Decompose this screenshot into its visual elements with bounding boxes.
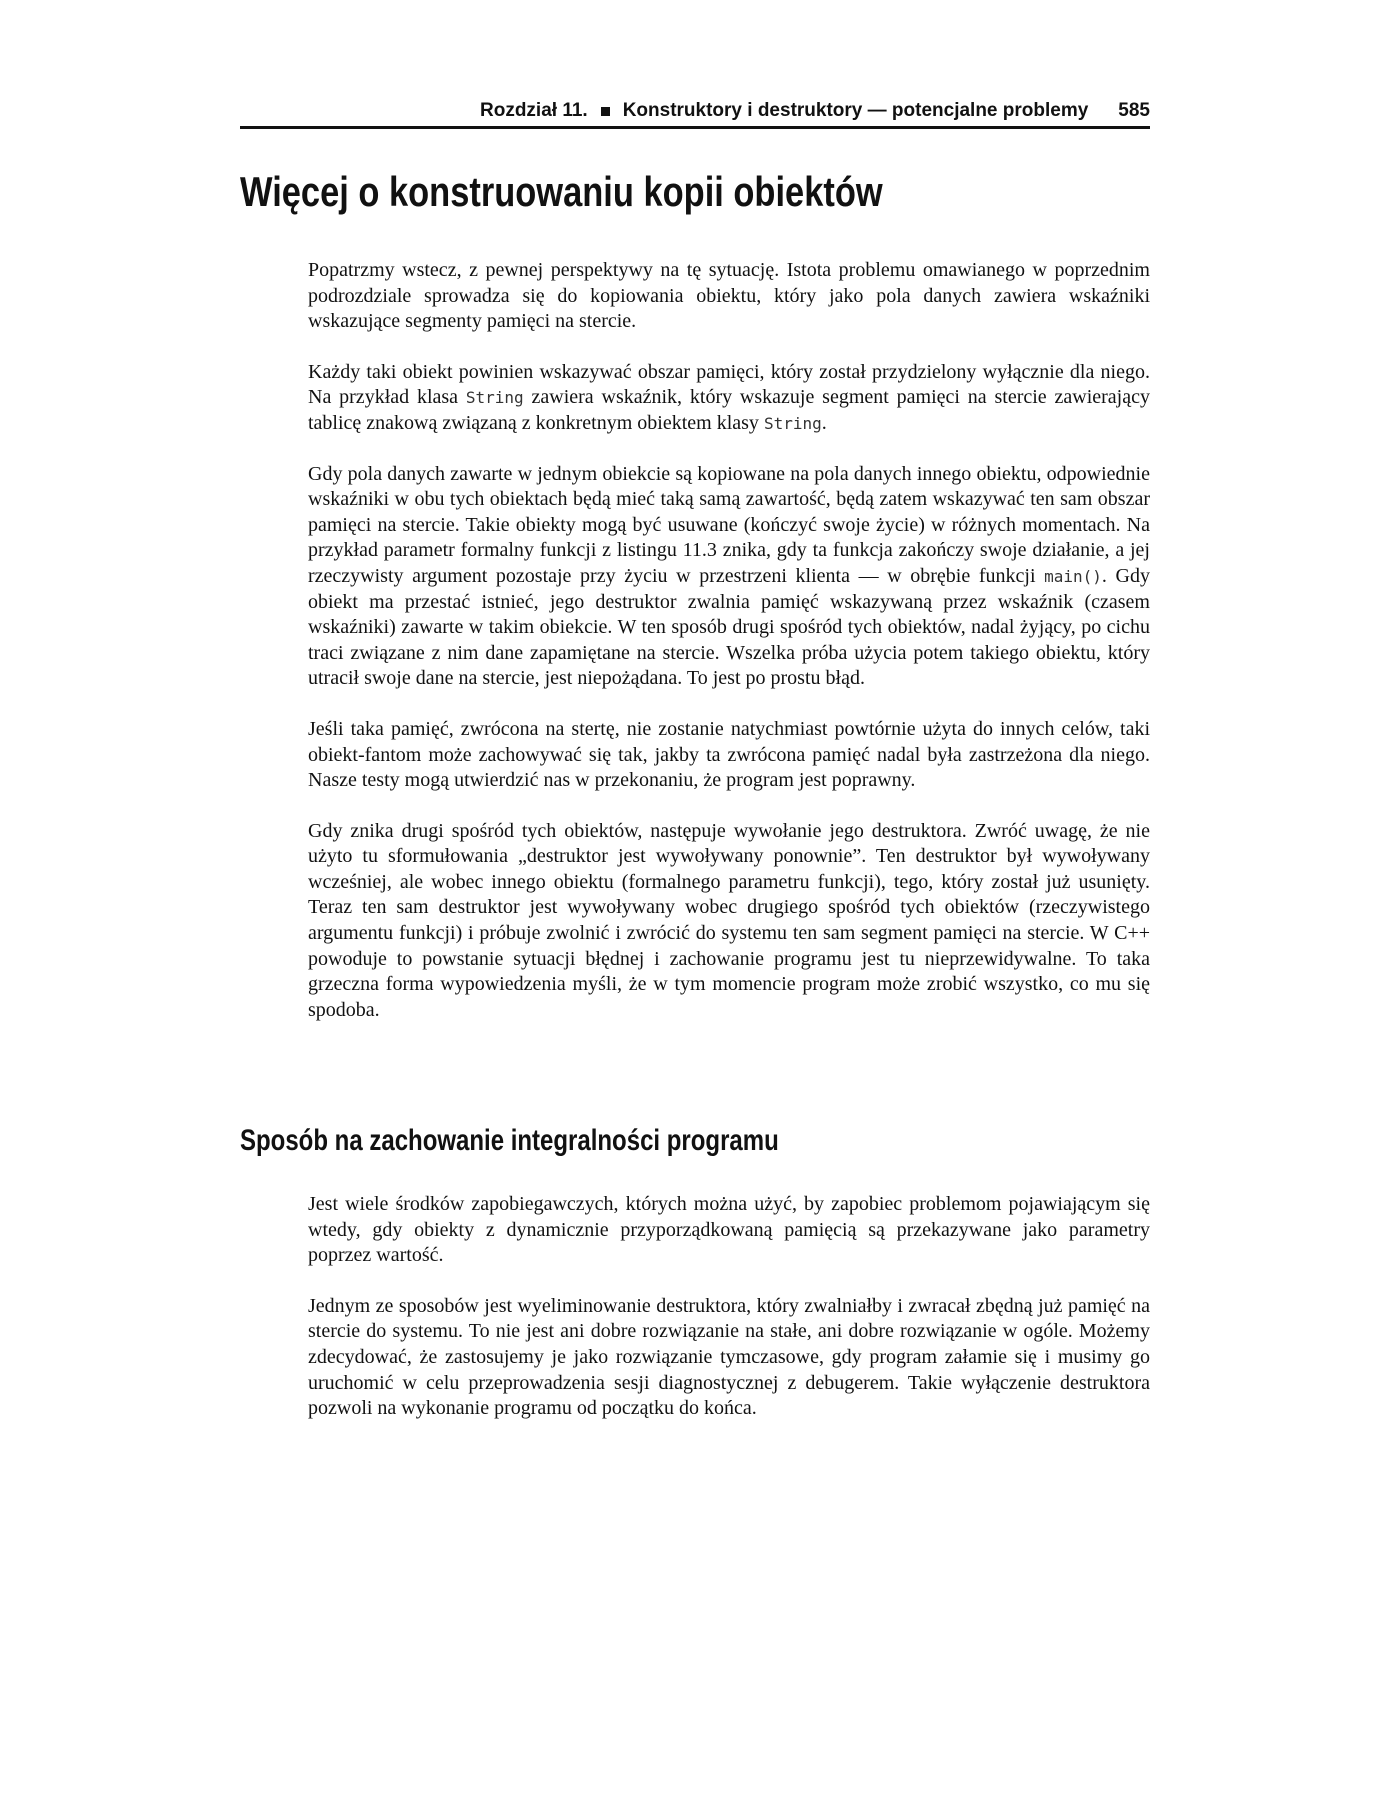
paragraph-4: Jeśli taka pamięć, zwrócona na stertę, nie zostanie natychmiast powtórnie użyta do innych celów, taki obiekt-fantom może zachowywać się tak, jakby ta zwrócona pamięć nadal była zastrzeżona dla niego. Nasze testy mogą utwierdzić nas w przekonaniu, że program jest poprawny. (308, 717, 1150, 792)
paragraph-6: Jest wiele środków zapobiegawczych, których można użyć, by zapobiec problemom pojawiającym się wtedy, gdy obiekty z dynamicznie przyporządkowaną pamięcią są przekazywane jako parametry poprzez wartość. (308, 1193, 1150, 1267)
code-main-function: main() (1044, 566, 1102, 586)
running-header (240, 96, 1150, 129)
section-heading: Sposób na zachowanie integralności programu (240, 1124, 779, 1157)
paragraph-2-text-b: zawiera wskaźnik, który wskazuje segment pamięci na stercie zawierający tablicę znakową związaną z konkretnym obiektem klasy (308, 386, 1150, 434)
header-chapter: Rozdział 11. (480, 100, 588, 121)
header-title: Konstruktory i destruktory — potencjalne problemy (622, 100, 1089, 121)
code-string-class-2: String (763, 413, 822, 433)
square-bullet-icon (601, 107, 610, 116)
paragraph-7: Jednym ze sposobów jest wyeliminowanie destruktora, który zwalniałby i zwracał zbędną już pamięć na stercie do systemu. To nie jest ani dobre rozwiązanie na stałe, ani dobre rozwiązanie w ogóle. Możemy zdecydować, że zastosujemy je jako rozwiązanie tymczasowe, gdy program załamie się i musimy go uruchomić w celu przeprowadzenia sesji diagnostycznej z debugerem. Takie wyłączenie destruktora pozwoli na wykonanie programu od początku do końca. (308, 1294, 1150, 1420)
paragraph-3-text-a: Gdy pola danych zawarte w jednym obiekcie są kopiowane na pola danych innego obiektu, odpowiednie wskaźniki w obu tych obiektach będą mieć taką samą zawartość, będą zatem wskazywać ten sam obszar pamięci na stercie. Takie obiekty mogą być usuwane (kończyć swoje życie) w różnych momentach. Na przykład parametr formalny funkcji z listingu 11.3 znika, gdy ta funkcja zakończy swoje działanie, a jej rzeczywisty argument pozostaje przy życiu w przestrzeni klienta — w obrębie funkcji (308, 462, 1150, 587)
code-string-class: String (465, 388, 524, 408)
main-heading: Więcej o konstruowaniu kopii obiektów (240, 168, 883, 215)
paragraph-2-text-c: . (821, 411, 827, 434)
section-1-body (308, 258, 1150, 1048)
paragraph-1: Popatrzmy wstecz, z pewnej perspektywy na tę sytuację. Istota problemu omawianego w poprzednim podrozdziale sprowadza się do kopiowania obiektu, który jako pola danych zawiera wskaźniki wskazujące segmenty pamięci na stercie. (308, 259, 1150, 333)
paragraph-3-text-b: . Gdy obiekt ma przestać istnieć, jego destruktor zwalnia pamięć wskazywaną przez wskaźnik (czasem wskaźniki) zawarte w takim obiekcie. W ten sposób drugi spośród tych obiektów, nadal żyjący, po cichu traci związane z nim dane zapamiętane na stercie. Wszelka próba użycia potem takiego obiektu, który utracił swoje dane na stercie, jest niepożądana. To jest po prostu błąd. (308, 564, 1150, 690)
paragraph-3 (308, 462, 1150, 692)
page-number: 585 (1118, 100, 1150, 121)
paragraph-2 (308, 360, 1150, 437)
paragraph-2-text-a: Każdy taki obiekt powinien wskazywać obszar pamięci, który został przydzielony wyłącznie dla niego. Na przykład klasa (308, 360, 1150, 409)
section-2-body (308, 1192, 1150, 1447)
paragraph-5: Gdy znika drugi spośród tych obiektów, następuje wywołanie jego destruktora. Zwróć uwagę, że nie użyto tu sformułowania „destruktor jest wywoływany ponownie”. Ten destruktor był wywoływany wcześniej, ale wobec innego obiektu (formalnego parametru funkcji), tego, który został już usunięty. Teraz ten sam destruktor jest wywoływany wobec drugiego spośród tych obiektów (rzeczywistego argumentu funkcji) i próbuje zwolnić i zwrócić do systemu ten sam segment pamięci na stercie. W C++ powoduje to powstanie sytuacji błędnej i zachowanie programu jest tu nieprzewidywalne. To taka grzeczna forma wypowiedzenia myśli, że w tym momencie program może zrobić wszystko, co mu się spodoba. (308, 819, 1150, 1021)
